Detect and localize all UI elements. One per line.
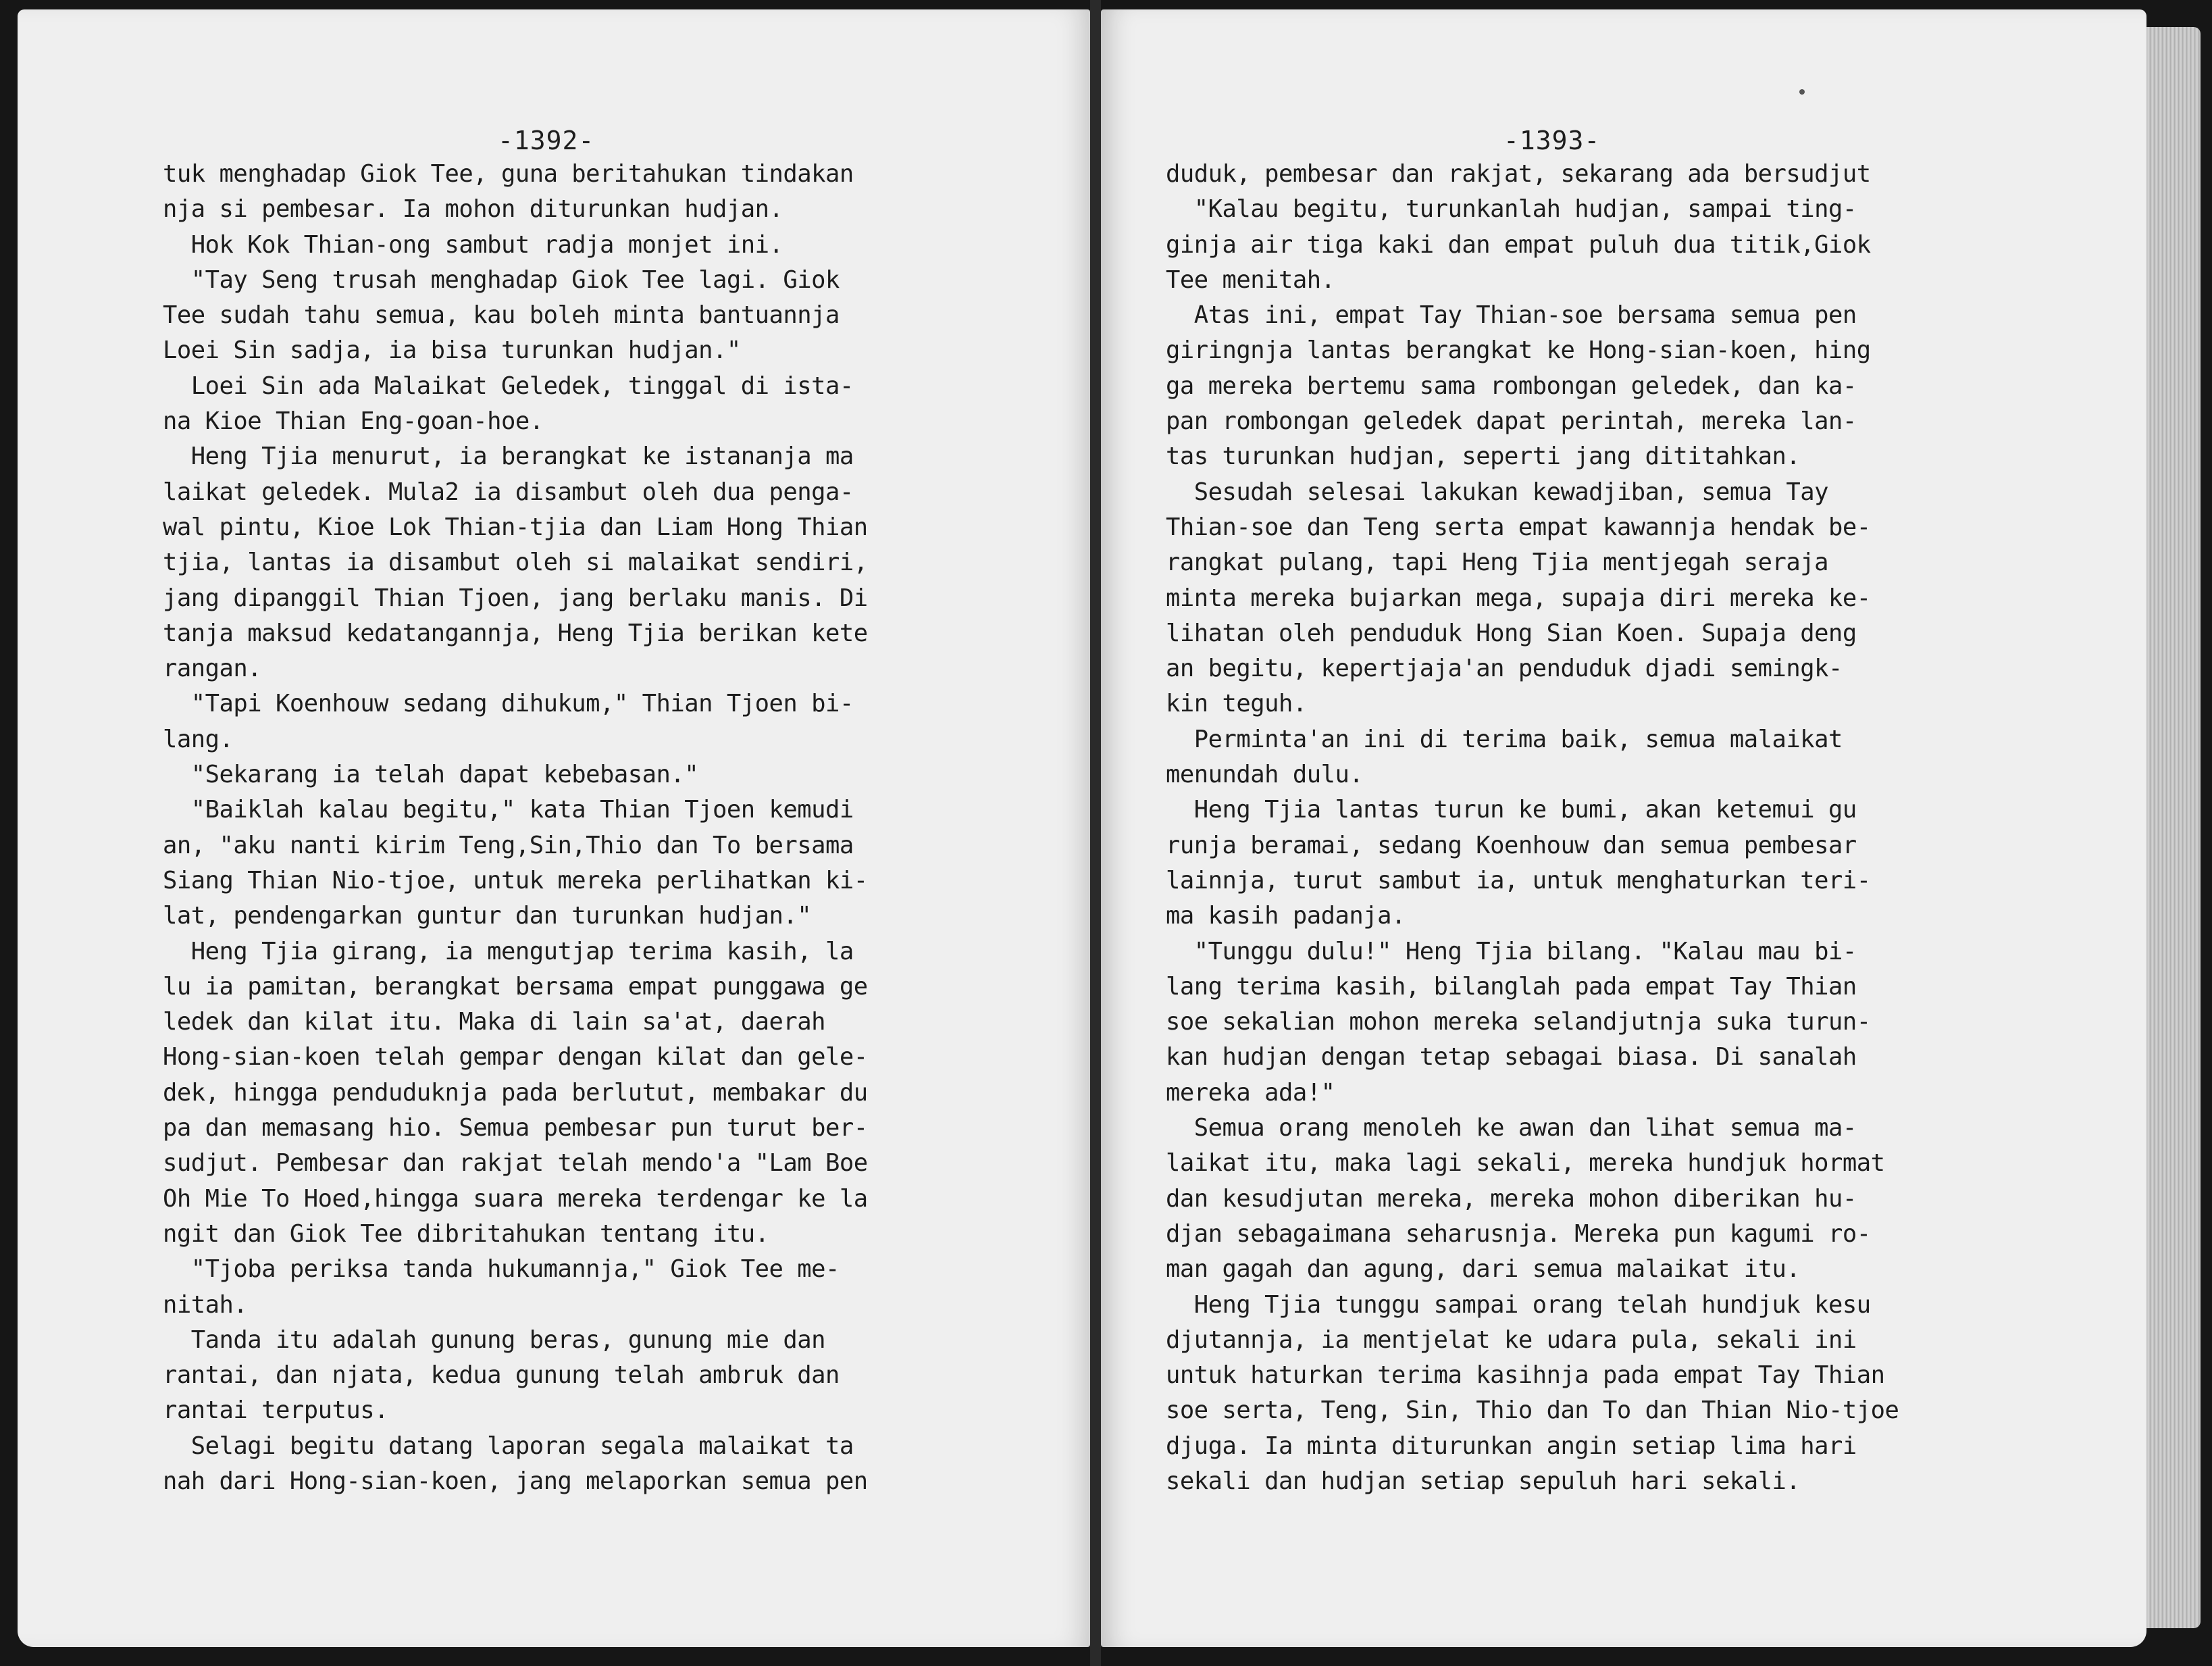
text-line: runja beramai, sedang Koenhouw dan semua pembesar bbox=[1166, 831, 1857, 859]
text-line: Hok Kok Thian-ong sambut radja monjet ini. bbox=[163, 230, 783, 259]
text-line: lat, pendengarkan guntur dan turunkan hudjan." bbox=[163, 902, 812, 930]
text-line: nitah. bbox=[163, 1290, 248, 1319]
page-number-right: -1393- bbox=[1503, 126, 1601, 155]
text-line: Thian-soe dan Teng serta empat kawannja hendak be- bbox=[1166, 513, 1871, 541]
text-line: Semua orang menoleh ke awan dan lihat semua ma- bbox=[1166, 1114, 1857, 1142]
text-line: kin teguh. bbox=[1166, 690, 1307, 718]
text-line: sekali dan hudjan setiap sepuluh hari sekali. bbox=[1166, 1467, 1801, 1495]
text-line: rangan. bbox=[163, 655, 262, 683]
text-line: an begitu, kepertjaja'an penduduk djadi semingk- bbox=[1166, 655, 1843, 683]
text-line: "Kalau begitu, turunkanlah hudjan, sampai ting- bbox=[1166, 195, 1857, 224]
text-line: laikat geledek. Mula2 ia disambut oleh dua penga- bbox=[163, 478, 854, 506]
text-line: ma kasih padanja. bbox=[1166, 902, 1406, 930]
text-line: kan hudjan dengan tetap sebagai biasa. Di sanalah bbox=[1166, 1043, 1857, 1071]
text-line: Tee sudah tahu semua, kau boleh minta bantuannja bbox=[163, 301, 840, 330]
text-line: lihatan oleh penduduk Hong Sian Koen. Supaja deng bbox=[1166, 619, 1857, 647]
text-line: lu ia pamitan, berangkat bersama empat punggawa ge bbox=[163, 972, 868, 1001]
text-line: mereka ada!" bbox=[1166, 1078, 1335, 1107]
text-line: Selagi begitu datang laporan segala malaikat ta bbox=[163, 1432, 854, 1460]
text-line: lainnja, turut sambut ia, untuk menghaturkan teri- bbox=[1166, 866, 1871, 894]
text-line: dan kesudjutan mereka, mereka mohon diberikan hu- bbox=[1166, 1184, 1857, 1213]
text-line: Atas ini, empat Tay Thian-soe bersama semua pen bbox=[1166, 301, 1857, 330]
text-line: untuk haturkan terima kasihnja pada empat Tay Thian bbox=[1166, 1361, 1885, 1390]
text-line: pan rombongan geledek dapat perintah, mereka lan- bbox=[1166, 407, 1857, 436]
page-edges bbox=[2146, 27, 2201, 1628]
text-line: an, "aku nanti kirim Teng,Sin,Thio dan To bersama bbox=[163, 831, 854, 859]
text-line: wal pintu, Kioe Lok Thian-tjia dan Liam Hong Thian bbox=[163, 513, 868, 541]
text-line: sudjut. Pembesar dan rakjat telah mendo'a "Lam Boe bbox=[163, 1149, 868, 1178]
text-line: man gagah dan agung, dari semua malaikat itu. bbox=[1166, 1255, 1801, 1284]
text-line: ngit dan Giok Tee dibritahukan tentang itu. bbox=[163, 1219, 769, 1248]
right-page bbox=[1101, 9, 2146, 1647]
text-line: Tanda itu adalah gunung beras, gunung mie dan bbox=[163, 1326, 826, 1354]
text-line: soe sekalian mohon mereka selandjutnja suka turun- bbox=[1166, 1008, 1871, 1036]
text-line: djutannja, ia mentjelat ke udara pula, sekali ini bbox=[1166, 1326, 1857, 1354]
text-line: ga mereka bertemu sama rombongan geledek, dan ka- bbox=[1166, 372, 1857, 400]
text-line: "Baiklah kalau begitu," kata Thian Tjoen kemudi bbox=[163, 796, 854, 824]
text-line: Heng Tjia girang, ia mengutjap terima kasih, la bbox=[163, 937, 854, 965]
text-line: djan sebagaimana seharusnja. Mereka pun kagumi ro- bbox=[1166, 1219, 1871, 1248]
text-line: "Tunggu dulu!" Heng Tjia bilang. "Kalau mau bi- bbox=[1166, 937, 1857, 965]
text-line: tjia, lantas ia disambut oleh si malaikat sendiri, bbox=[163, 549, 868, 577]
page-number-left: -1392- bbox=[498, 126, 595, 155]
text-line: Loei Sin sadja, ia bisa turunkan hudjan." bbox=[163, 336, 741, 365]
text-line: tuk menghadap Giok Tee, guna beritahukan tindakan bbox=[163, 160, 854, 188]
text-line: giringnja lantas berangkat ke Hong-sian-koen, hing bbox=[1166, 336, 1871, 365]
text-line: rantai terputus. bbox=[163, 1396, 388, 1425]
text-line: minta mereka bujarkan mega, supaja diri mereka ke- bbox=[1166, 584, 1871, 612]
text-line: Perminta'an ini di terima baik, semua malaikat bbox=[1166, 725, 1843, 753]
text-line: Loei Sin ada Malaikat Geledek, tinggal di ista- bbox=[163, 372, 854, 400]
text-line: "Sekarang ia telah dapat kebebasan." bbox=[163, 761, 699, 789]
text-line: rantai, dan njata, kedua gunung telah ambruk dan bbox=[163, 1361, 840, 1390]
text-line: tanja maksud kedatangannja, Heng Tjia berikan kete bbox=[163, 619, 868, 647]
book-gutter bbox=[1090, 0, 1101, 1666]
text-line: jang dipanggil Thian Tjoen, jang berlaku manis. Di bbox=[163, 584, 868, 612]
text-line: duduk, pembesar dan rakjat, sekarang ada bersudjut bbox=[1166, 160, 1871, 188]
text-line: Heng Tjia lantas turun ke bumi, akan ketemui gu bbox=[1166, 796, 1857, 824]
text-line: nah dari Hong-sian-koen, jang melaporkan semua pen bbox=[163, 1467, 868, 1495]
text-line: ginja air tiga kaki dan empat puluh dua titik,Giok bbox=[1166, 230, 1871, 259]
ink-speck bbox=[1799, 89, 1805, 95]
text-line: Siang Thian Nio-tjoe, untuk mereka perlihatkan ki- bbox=[163, 866, 868, 894]
text-line: Sesudah selesai lakukan kewadjiban, semua Tay bbox=[1166, 478, 1829, 506]
text-line: tas turunkan hudjan, seperti jang dititahkan. bbox=[1166, 443, 1801, 471]
text-line: rangkat pulang, tapi Heng Tjia mentjegah seraja bbox=[1166, 549, 1829, 577]
text-line: "Tjoba periksa tanda hukumannja," Giok Tee me- bbox=[163, 1255, 840, 1284]
text-line: "Tapi Koenhouw sedang dihukum," Thian Tjoen bi- bbox=[163, 690, 854, 718]
text-line: pa dan memasang hio. Semua pembesar pun turut ber- bbox=[163, 1114, 868, 1142]
text-line: Heng Tjia menurut, ia berangkat ke istananja ma bbox=[163, 443, 854, 471]
text-line: menundah dulu. bbox=[1166, 761, 1364, 789]
right-page-text bbox=[1166, 157, 1899, 1499]
text-line: nja si pembesar. Ia mohon diturunkan hudjan. bbox=[163, 195, 783, 224]
text-line: laikat itu, maka lagi sekali, mereka hundjuk hormat bbox=[1166, 1149, 1885, 1178]
text-line: Tee menitah. bbox=[1166, 266, 1335, 294]
text-line: lang. bbox=[163, 725, 234, 753]
text-line: Heng Tjia tunggu sampai orang telah hundjuk kesu bbox=[1166, 1290, 1871, 1319]
text-line: "Tay Seng trusah menghadap Giok Tee lagi. Giok bbox=[163, 266, 840, 294]
text-line: djuga. Ia minta diturunkan angin setiap lima hari bbox=[1166, 1432, 1857, 1460]
left-page-text bbox=[163, 157, 868, 1499]
text-line: soe serta, Teng, Sin, Thio dan To dan Thian Nio-tjoe bbox=[1166, 1396, 1899, 1425]
text-line: lang terima kasih, bilanglah pada empat Tay Thian bbox=[1166, 972, 1857, 1001]
text-line: Oh Mie To Hoed,hingga suara mereka terdengar ke la bbox=[163, 1184, 868, 1213]
text-line: na Kioe Thian Eng-goan-hoe. bbox=[163, 407, 544, 436]
text-line: Hong-sian-koen telah gempar dengan kilat dan gele- bbox=[163, 1043, 868, 1071]
text-line: ledek dan kilat itu. Maka di lain sa'at, daerah bbox=[163, 1008, 826, 1036]
text-line: dek, hingga penduduknja pada berlutut, membakar du bbox=[163, 1078, 868, 1107]
left-page bbox=[18, 9, 1090, 1647]
